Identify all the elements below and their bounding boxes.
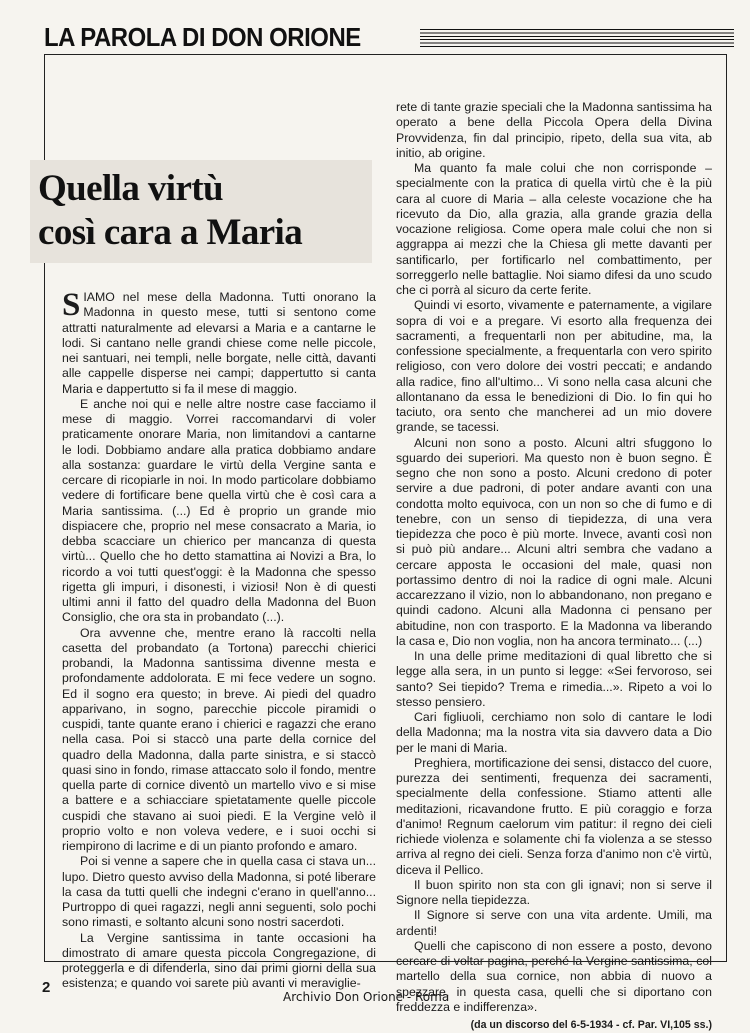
left-column (62, 287, 376, 992)
header-rule-lines (420, 29, 734, 47)
paragraph: Alcuni non sono a posto. Alcuni altri sfuggono lo sguardo dei superiori. Ma questo non è buon segno. È segno che non sono a posto. Alcuni credono di poter servire a due padroni, di poter andare avanti con una condotta molto equivoca, con un non so che di fumo e di tenebre, con un senso di tiepidezza, di una vera tiepidezza che poco è più morte. Invece, avanti così non si può più andare... Alcuni altri sembra che vadano a cercare apposta le occasioni del male, quasi non portassimo dentro di noi la radice di ogni male. Alcuni accarezzano il vizio, non lo abbandonano, non pregano e quindi cadono. Alcuni alla Madonna ci pensano per abitudine, non con trasporto. E la Madonna va liberando la casa e, Dio non voglia, non ha ancora terminato... (...) (396, 435, 712, 648)
paragraph: Quelli che capiscono di non essere a posto, devono cercare di voltar pagina, perché la Vergine santissima, col martello della sua cornice, non abbia di nuovo a spezzare, in questa casa, quelli che si diportano con freddezza e indifferenza». (396, 938, 712, 1014)
paragraph: Poi si venne a sapere che in quella casa ci stava un... lupo. Dietro questo avviso della Madonna, si poté liberare la casa da tutti quelli che indegni c'erano in quell'anno... Purtroppo di quei ragazzi, negli anni seguenti, solo pochi sono rimasti, e soltanto alcuni sono nostri sacerdoti. (62, 854, 376, 930)
paragraph: Preghiera, mortificazione dei sensi, distacco del cuore, purezza dei sentimenti, frequenza dei sacramenti, specialmente della confessione. Stiamo attenti alle meditazioni, ricavandone frutto. E più coraggio e forza d'animo! Regnum caelorum vim patitur: il regno dei cieli richiede violenza e solamente chi fa violenza a se stesso arriva al regno dei cieli. Senza forza d'animo non c'è virtù, diceva il Pellico. (396, 755, 712, 877)
paragraph: Ma quanto fa male colui che non corrisponde – specialmente con la pratica di quella virtù che è la più cara al cuore di Maria – alla celeste vocazione che ha ricevuto da Dio, alla grazia, alla grande grazia della vocazione religiosa. Come opera male colui che non si aggrappa ai mezzi che la Chiesa gli mette davanti per santificarlo, per fortificarlo nel combattimento, per sorreggerlo nelle battaglie. Noi siamo difesi da uno scudo che ci porrà al sicuro da certe ferite. (396, 161, 712, 297)
paragraph: Il buon spirito non sta con gli ignavi; non si serve il Signore nella tiepidezza. (396, 877, 712, 907)
right-column (396, 100, 712, 1033)
paragraph: Quindi vi esorto, vivamente e paternamente, a vigilare sopra di voi e a pregare. Vi esorto alla frequenza dei sacramenti, a frequentarli non per abitudine, ma, la confessione specialmente, a frequentarla con vero spirito religioso, con vero dolore dei vostri peccati; e andando alla radice, fino all'ultimo... Vi sono nella casa alcuni che allontanano da essa le benedizioni di Dio. Io fin qui ho taciuto, ora sento che mancherei ad un mio dovere grande, se tacessi. (396, 298, 712, 435)
title-line-1: Quella virtù (38, 168, 223, 209)
source-citation: (da un discorso del 6-5-1934 - cf. Par. VI,105 ss.) (470, 1019, 712, 1031)
paragraph: SIAMO nel mese della Madonna. Tutti onorano la Madonna in questo mese, tutti si sentono come attratti naturalmente ad elevarsi a Maria e a cantarne le lodi. Si cantano nelle grandi chiese come nelle piccole, nei santuari, nei templi, nelle borgate, nelle città, davanti alle cappelle disperse nei campi; dappertutto si canta Maria e dappertutto si fa il mese di maggio. (62, 287, 376, 396)
paragraph: E anche noi qui e nelle altre nostre case facciamo il mese di maggio. Vorrei raccomandarvi di voler praticamente onorare Maria, non limitandovi a cantarne le lodi. Dobbiamo andare alla pratica dobbiamo andare alla sostanza: guardare le virtù della Vergine santa e cercare di ricopiarle in noi. In modo particolare dobbiamo vedere di fortificare bene quella virtù che è così cara a Maria santissima. (...) Ed è proprio un grande mio dispiacere che, proprio nel mese consacrato a Maria, io debba scacciare un chierico per mancanza di questa virtù... Quello che ho detto stamattina ai Novizi a Bra, lo ricordo a voi tutti quest'oggi: è la Madonna che spesso rigetta gli impuri, i disonesti, i viziosi! Non è di questi ultimi anni il fatto del quadro della Madonna del Buon Consiglio, che ora sta in probandato (...). (62, 396, 376, 625)
paragraph: La Vergine santissima in tante occasioni ha dimostrato di amare questa piccola Congregazione, di proteggerla e di difenderla, sino dai primi giorni della sua esistenza; e quando voi sarete più avanti vi meraviglie- (62, 930, 376, 991)
title-line-2: così cara a Maria (38, 212, 303, 253)
drop-cap: S (62, 287, 81, 323)
page-header (44, 20, 734, 54)
page-number: 2 (42, 979, 51, 996)
archive-label: Archivio Don Orione - Roma (283, 990, 450, 1004)
paragraph: Ora avvenne che, mentre erano là raccolti nella casetta del probandato (a Tortona) parecchi chierici probandi, la Madonna santissima divenne mesta e profondamente addolorata. E mi fece vedere un sogno. Ed il sogno era questo; in breve. Ai piedi del quadro apparivano, in sogno, parecchie piccole piramidi o cuspidi, tante quante erano i chierici e ragazzi che erano nella casa. Poi si staccò una parte della cornice del quadro della Madonna, dalla parte sinistra, e si staccò quasi sino in fondo, rimase attaccato solo il fondo, mentre quella parte di cornice diventò un martello vivo e si mise a battere e a schiacciare spietatamente quelle piccole cuspidi che stavano ai suoi piedi. E la Vergine velò il proprio volto e non voleva vedere, e i suoi occhi si riempirono di lacrime e di un pianto profondo e amaro. (62, 625, 376, 853)
paragraph: Cari figliuoli, cerchiamo non solo di cantare le lodi della Madonna; ma la nostra vita sia davvero data a Dio per le mani di Maria. (396, 710, 712, 755)
article-title (38, 167, 368, 255)
section-title: LA PAROLA DI DON ORIONE (44, 22, 361, 52)
paragraph: rete di tante grazie speciali che la Madonna santissima ha operato a bene della Piccola Opera della Divina Provvidenza, fin dal principio, ripeto, della sua vita, ab initio, ab origine. (396, 100, 712, 160)
paragraph: In una delle prime meditazioni di qual libretto che si legge alla sera, in un punto si legge: «Sei fervoroso, sei santo? Sei tiepido? Trema e rimedia...». Ripeto a voi lo stesso pensiero. (396, 649, 712, 709)
paragraph: Il Signore si serve con una vita ardente. Umili, ma ardenti! (396, 908, 712, 938)
